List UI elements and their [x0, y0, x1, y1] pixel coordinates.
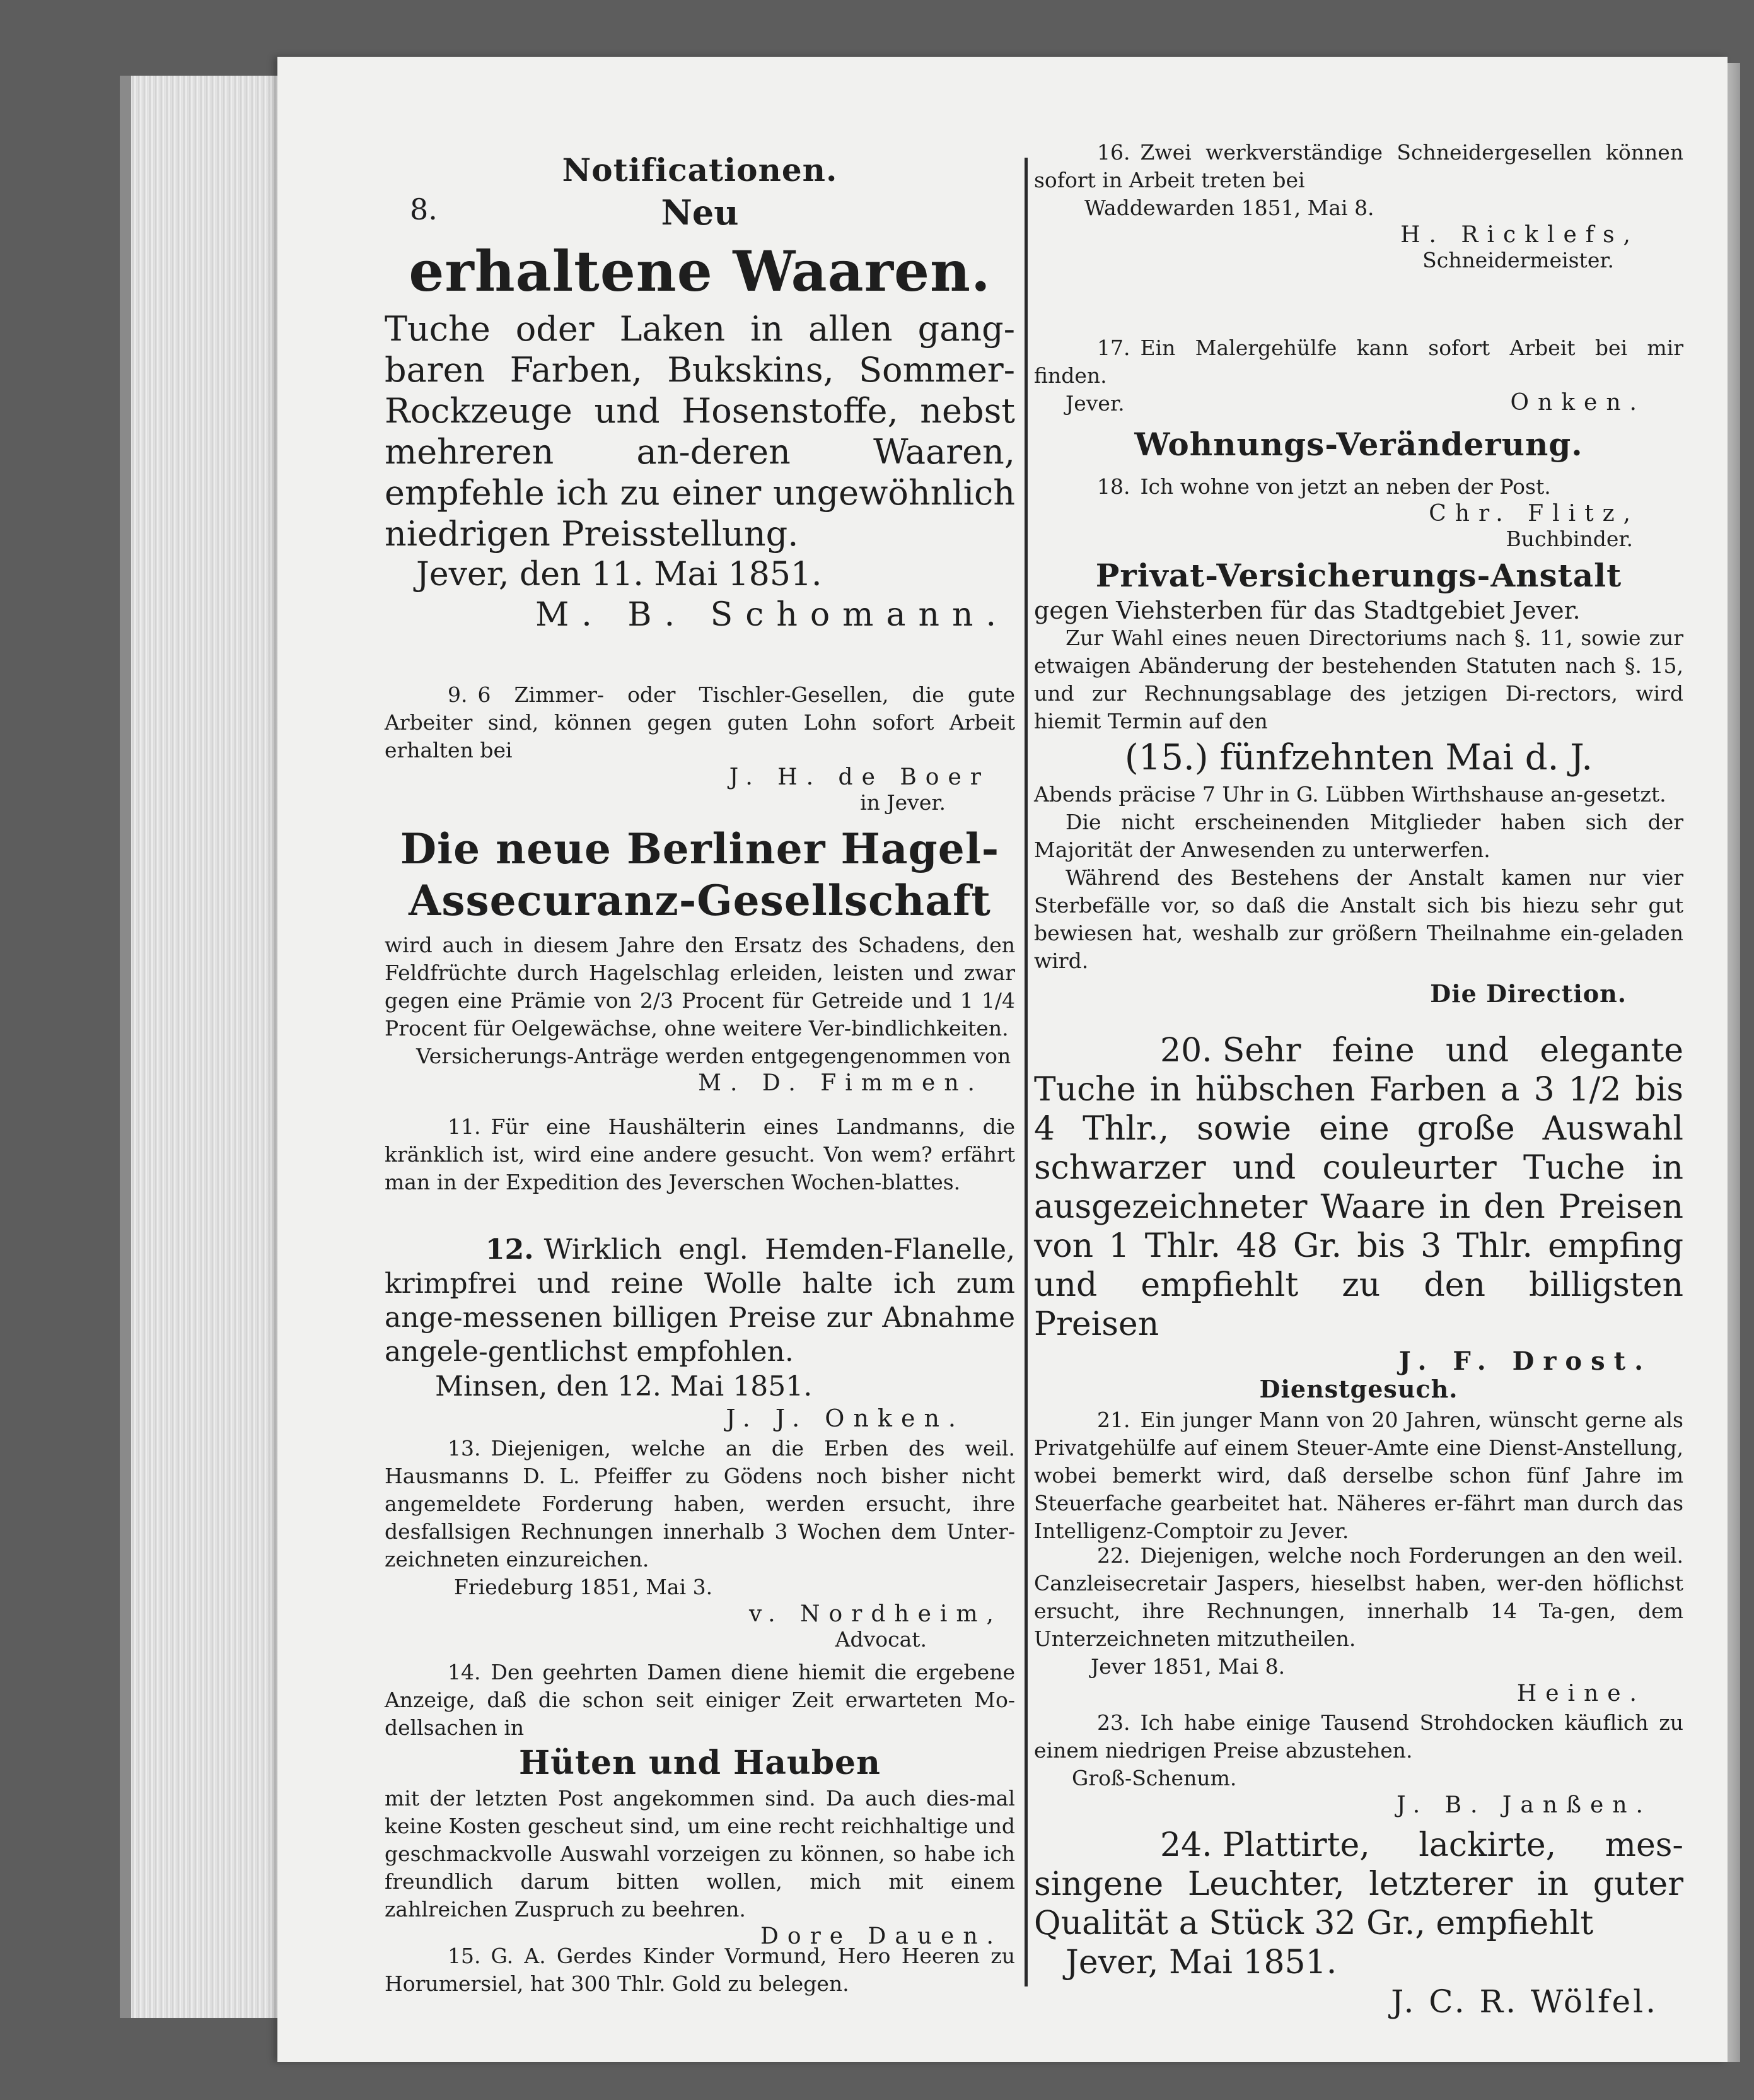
ad-number: 21.	[1097, 1408, 1130, 1432]
ad-number: 14.	[448, 1660, 481, 1684]
section-title: Dienstgesuch.	[1259, 1375, 1458, 1403]
ad-number: 15.	[448, 1944, 481, 1968]
ad-24	[1034, 1826, 1683, 2021]
ad-body: Abends präcise 7 Uhr in G. Lübben Wirthshause an-gesetzt.	[1034, 782, 1666, 807]
ad-place: Jever.	[1066, 391, 1125, 416]
ad-body	[385, 1233, 1015, 1369]
ad-body: Tuche oder Laken in allen gang-baren Farben, Bukskins, Sommer-Rockzeuge und Hosenstoffe, nebst mehreren an-deren Waaren, empfehle ich zu einer ungewöhnlich niedrigen Preisstellung.	[385, 309, 1015, 554]
ad-signature: J. C. R. Wölfel.	[1391, 1983, 1658, 2020]
ad-body	[1034, 1709, 1683, 1765]
ad-16	[1034, 139, 1683, 272]
ad-body: Während des Bestehens der Anstalt kamen nur vier Sterbefälle vor, so daß die Anstalt sich bis hiezu sehr gut bewiesen hat, weshalb zur größern Theilnahme ein-geladen wird.	[1034, 865, 1683, 973]
ad-body	[1034, 473, 1683, 501]
ad-signature: H. Ricklefs,	[1400, 222, 1639, 248]
ad-body	[1034, 1826, 1683, 1943]
ad-date: Minsen, den 12. Mai 1851.	[435, 1370, 813, 1403]
ad-body: wird auch in diesem Jahre den Ersatz des Schadens, den Feldfrüchte durch Hagelschlag erleiden, leisten und zwar gegen eine Prämie von 2/3 Procent für Getreide und 1 1/4 Procent für Oelgewächse, ohne weitere Ver-bindlichkeiten.	[385, 933, 1015, 1041]
ad-number: 22.	[1097, 1543, 1130, 1568]
ad-headline: Hüten und Hauben	[519, 1744, 881, 1782]
ad-text: Plattirte, lackirte, mes-singene Leuchter, letzterer in guter Qualität a Stück 32 Gr., empfiehlt	[1034, 1826, 1683, 1942]
ad-text: Ein Malergehülfe kann sofort Arbeit bei mir finden.	[1034, 335, 1683, 388]
ad-text: Ein junger Mann von 20 Jahren, wünscht gerne als Privatgehülfe auf einem Steuer-Amte eine Dienst-Anstellung, wobei bemerkt wird, daß derselbe schon fünf Jahre im Steuerfache gearbeitet hat. Näheres er-fährt man durch das Intelligenz-Comptoir zu Jever.	[1034, 1408, 1683, 1543]
ad-body: mit der letzten Post angekommen sind. Da auch dies-mal keine Kosten gescheut sind, um eine recht reichhaltige und geschmackvolle Auswahl vorzeigen zu können, so habe ich freundlich darum bitten wollen, mich mit einem zahlreichen Zuspruch zu beehren.	[385, 1786, 1015, 1922]
ad-number: 11.	[448, 1114, 481, 1139]
ad-signature: J. B. Janßen.	[1397, 1792, 1652, 1818]
ad-number: 13.	[448, 1436, 481, 1461]
ad-title: Buchbinder.	[1506, 527, 1633, 551]
section-title: Wohnungs-Veränderung.	[1134, 426, 1583, 463]
ad-title: Advocat.	[835, 1627, 927, 1652]
ad-signature: Die Direction.	[1430, 979, 1627, 1008]
ad-body	[385, 1435, 1015, 1573]
ad-headline: erhaltene Waaren.	[409, 238, 991, 304]
ad-body	[385, 1942, 1015, 1998]
ad-body	[1034, 1542, 1683, 1653]
ad-text: Den geehrten Damen diene hiemit die ergebene Anzeige, daß die schon seit einiger Zeit erwarteten Mo-dellsachen in	[385, 1660, 1015, 1740]
ad-body	[385, 1113, 1015, 1196]
newspaper-page	[277, 57, 1728, 2062]
ad-place: Groß-Schenum.	[1072, 1766, 1237, 1790]
ad-text: G. A. Gerdes Kinder Vormund, Hero Heeren zu Horumersiel, hat 300 Thlr. Gold zu belegen.	[385, 1944, 1015, 1996]
ad-subhead: gegen Viehsterben für das Stadtgebiet Jever.	[1034, 597, 1581, 624]
ad-8	[385, 192, 1015, 635]
ad-headline: Die neue Berliner Hagel-	[400, 824, 1000, 873]
ad-text: Diejenigen, welche an die Erben des weil. Hausmanns D. L. Pfeiffer zu Gödens noch bisher nicht angemeldete Forderung haben, werden ersucht, ihre desfallsigen Rechnungen innerhalb 3 Wochen dem Unter-zeichneten einzureichen.	[385, 1436, 1015, 1572]
ad-date-big: (15.) fünfzehnten Mai d. J.	[1124, 737, 1593, 778]
ad-22	[1034, 1542, 1683, 1706]
ad-18	[1034, 473, 1683, 551]
ad-19	[1034, 555, 1683, 1013]
column-divider	[1025, 158, 1028, 1986]
ad-signature: Onken.	[1510, 390, 1646, 416]
ad-date: Jever 1851, Mai 8.	[1091, 1654, 1286, 1679]
ad-signature: J. H. de Boer	[729, 764, 990, 790]
ad-text: Ich wohne von jetzt an neben der Post.	[1140, 474, 1551, 499]
ad-14	[385, 1659, 1015, 1949]
ad-text: Für eine Haushälterin eines Landmanns, die kränklich ist, wird eine andere gesucht. Von wem? erfährt man in der Expedition des Jeverschen Wochen-blattes.	[385, 1114, 1015, 1194]
ad-signature: M. D. Fimmen.	[698, 1070, 984, 1096]
ad-21	[1034, 1406, 1683, 1545]
ad-text: Wirklich engl. Hemden-Flanelle, krimpfrei und reine Wolle halte ich zum ange-messenen billigen Preise zur Abnahme angele-gentlichst empfohlen.	[385, 1234, 1015, 1368]
ad-date: Friedeburg 1851, Mai 3.	[454, 1575, 713, 1599]
ad-23	[1034, 1709, 1683, 1818]
ad-body: Versicherungs-Anträge werden entgegengenommen von	[416, 1044, 1011, 1068]
ad-number: 20.	[1160, 1032, 1212, 1070]
section-title: Notificationen.	[562, 151, 838, 189]
ad-9	[385, 681, 1015, 815]
ad-signature: M. B. Schomann.	[535, 596, 1009, 634]
ad-number: 16.	[1097, 140, 1130, 165]
ad-line: Neu	[661, 192, 739, 233]
ad-signature: Heine.	[1516, 1681, 1646, 1706]
ad-headline: Privat-Versicherungs-Anstalt	[1095, 557, 1622, 594]
ad-10	[385, 823, 1015, 1096]
ad-signature: v. Nordheim,	[749, 1601, 1002, 1627]
ad-17	[1034, 334, 1683, 420]
ad-body	[1034, 1406, 1683, 1545]
ad-signature: J. F. Drost.	[1398, 1346, 1652, 1376]
ad-text: Ich habe einige Tausend Strohdocken käuflich zu einem niedrigen Preise abzustehen.	[1034, 1710, 1683, 1763]
ad-13	[385, 1435, 1015, 1652]
ad-date: Jever, den 11. Mai 1851.	[416, 556, 822, 593]
ad-number: 24.	[1160, 1826, 1212, 1864]
ad-number: 9.	[448, 682, 468, 707]
ad-signature: J. J. Onken.	[726, 1404, 965, 1432]
ad-11	[385, 1113, 1015, 1196]
ad-text: Sehr feine und elegante Tuche in hübschen Farben a 3 1/2 bis 4 Thlr., sowie eine große Auswahl schwarzer und couleurter Tuche in ausgezeichneter Waare in den Preisen von 1 Thlr. 48 Gr. bis 3 Thlr. empfing und empfiehlt zu den billigsten Preisen	[1034, 1032, 1683, 1343]
ad-text: Diejenigen, welche noch Forderungen an den weil. Canzleisecretair Jaspers, hieselbst haben, wer-den höflichst ersucht, ihre Rechnungen, innerhalb 14 Ta-gen, dem Unterzeichneten mitzutheilen.	[1034, 1543, 1683, 1651]
ad-number: 8.	[410, 192, 438, 226]
ad-20	[1034, 1031, 1683, 1379]
ad-body	[385, 681, 1015, 764]
ad-number: 17.	[1097, 335, 1130, 360]
ad-headline: Assecuranz-Gesellschaft	[409, 876, 991, 925]
ad-signature: Chr. Flitz,	[1429, 501, 1639, 527]
ad-date: Jever, Mai 1851.	[1066, 1944, 1337, 1981]
ad-body	[1034, 334, 1683, 390]
ad-signature: Dore Dauen.	[760, 1923, 1002, 1949]
ad-body	[1034, 1031, 1683, 1344]
ad-number: 23.	[1097, 1710, 1130, 1735]
ad-body	[385, 1659, 1015, 1742]
ad-text: Zwei werkverständige Schneidergesellen können sofort in Arbeit treten bei	[1034, 140, 1683, 192]
ad-place: in Jever.	[860, 790, 946, 815]
ad-15	[385, 1942, 1015, 1998]
book-page-edges	[120, 76, 301, 2018]
ad-date: Waddewarden 1851, Mai 8.	[1084, 195, 1374, 220]
ad-number: 18.	[1097, 474, 1130, 499]
ad-text: 6 Zimmer- oder Tischler-Gesellen, die gute Arbeiter sind, können gegen guten Lohn sofort Arbeit erhalten bei	[385, 682, 1015, 762]
ad-12	[385, 1233, 1015, 1432]
ad-body: Die nicht erscheinenden Mitglieder haben sich der Majorität der Anwesenden zu unterwerfen.	[1034, 810, 1683, 862]
ad-body: Zur Wahl eines neuen Directoriums nach §. 11, sowie zur etwaigen Abänderung der bestehenden Statuten nach §. 15, und zur Rechnungsablage des jetzigen Di-rectors, wird hiemit Termin auf den	[1034, 626, 1683, 733]
ad-title: Schneidermeister.	[1422, 248, 1614, 272]
ad-body	[1034, 139, 1683, 194]
ad-number: 12.	[485, 1234, 534, 1266]
